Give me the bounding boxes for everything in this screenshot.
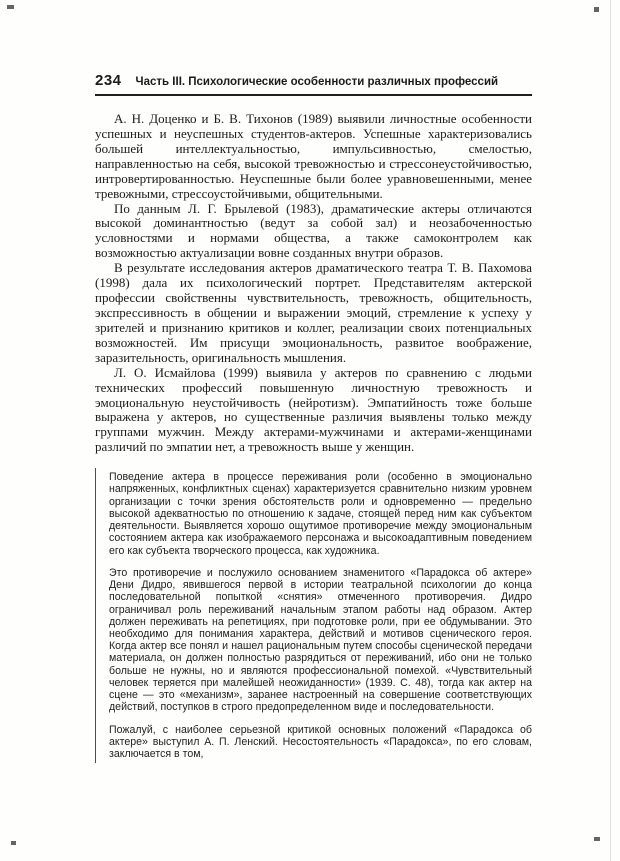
chapter-title: Часть III. Психологические особенности различных профессий bbox=[135, 76, 499, 88]
scan-mark-bottom-left bbox=[11, 841, 16, 845]
inset-paragraph: Пожалуй, с наиболее серьезной критикой основных положений «Парадокса об актере» выступил А. П. Ленский. Несостоятельность «Парадокса», по его словам, заключается в том, bbox=[109, 723, 532, 761]
paragraph: Л. О. Исмайлова (1999) выявила у актеров по сравнению с людьми технических профессий повышенную личностную тревожность и эмоциональную неустойчивость (нейротизм). Эмпатийность тоже больше выражена у актеров, но существенные различия выявлены только между группами мужчин. Между актерами-мужчинами и актерами-женщинами различий по эмпатии нет, а тревожность выше у женщин. bbox=[95, 364, 532, 455]
page-content bbox=[95, 72, 532, 763]
inset-quote-block bbox=[95, 468, 532, 763]
page-number: 234 bbox=[95, 72, 122, 89]
scan-mark-top-right bbox=[594, 7, 599, 12]
scan-mark-bottom-right bbox=[594, 837, 600, 841]
body-text bbox=[95, 112, 532, 455]
paragraph: По данным Л. Г. Брылевой (1983), драматические актеры отличаются высокой доминантностью (ведут за собой зал) и неозабоченностью условностями и нормами общества, а также самоконтролем как возможностью актуализации вовне созданных внутри образов. bbox=[95, 200, 532, 261]
running-header bbox=[95, 72, 532, 96]
scan-mark-top-left bbox=[7, 5, 14, 9]
scan-edge-line bbox=[610, 0, 611, 861]
inset-paragraph: Это противоречие и послужило основанием знаменитого «Парадокса об актере» Дени Дидро, явившегося первой в истории театральной психологии до конца последовательной попыткой «снятия» отмеченного противоречия. Дидро ограничивал роль переживаний начальным этапом работы над образом. Актер должен переживать на репетициях, при подготовке роли, при ее обдумывании. Это необходимо для понимания характера, действий и мотивов сценического героя. Когда актер все понял и нашел рациональным путем способы сценической передачи материала, он должен полностью разрядиться от переживаний, ибо они не только больше не нужны, но и являются профессиональной помехой. «Чувствительный человек теряется при малейшей неожиданности» (1939. С. 48), тогда как актер на сцене — это «механизм», заранее настроенный на совершение соответствующих действий, поступков в строго предопределенном виде и последовательности. bbox=[109, 566, 532, 714]
paragraph: А. Н. Доценко и Б. В. Тихонов (1989) выявили личностные особенности успешных и неуспешных студентов-актеров. Успешные характеризовались большей интеллектуальностью, импульсивностью, смелостью, направленностью на себя, высокой тревожностью и стрессонеустойчивостью, интровертированностью. Неуспешные были более уравновешенными, менее тревожными, стрессоустойчивыми, общительными. bbox=[95, 111, 532, 201]
paragraph: В результате исследования актеров драматического театра Т. В. Пахомова (1998) дала их психологический портрет. Представителям актерской профессии свойственны чувствительность, тревожность, общительность, экспрессивность в общении и выражении эмоций, стремление к успеху у зрителей и признанию критиков и коллег, реализации своих потенциальных возможностей. Им присущи эмоциональность, развитое воображение, заразительность, оригинальность мышления. bbox=[95, 260, 532, 365]
inset-paragraph: Поведение актера в процессе переживания роли (особенно в эмоционально напряженных, конфликтных сценах) характеризуется сравнительно низким уровнем организации с точки зрения обстоятельств роли и одновременно — предельно высокой адекватностью по отношению к задаче, стоящей перед ним как субъектом деятельности. Выявляется хорошо ощутимое противоречие между эмоциональным состоянием актера как изображаемого персонажа и высокоадаптивным поведением его как субъекта творческого процесса, как художника. bbox=[109, 471, 532, 557]
